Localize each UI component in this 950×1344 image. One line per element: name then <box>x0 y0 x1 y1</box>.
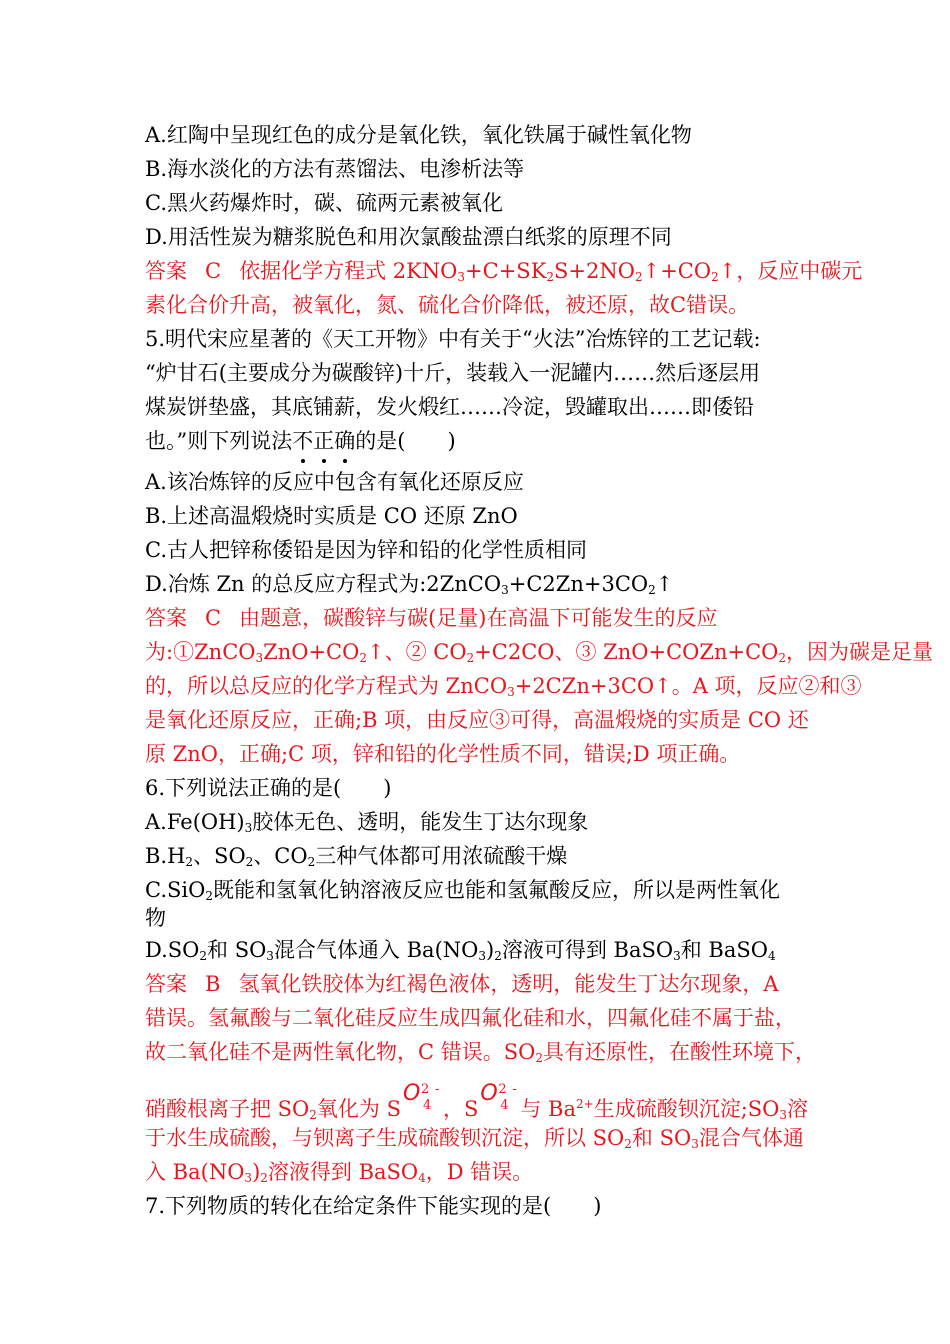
subscript: 3 <box>266 949 274 963</box>
subscript: 3 <box>478 949 486 963</box>
emphasis-char: 确 <box>334 429 356 453</box>
option-text: 既能和氢氧化钠溶液反应也能和氢氟酸反应，所以是两性氧化 <box>212 878 780 902</box>
answer-label: 答案 <box>145 606 187 630</box>
answer-letter: C <box>205 606 222 630</box>
subscript: 2 <box>205 889 213 903</box>
ion-sign: - <box>434 1082 440 1097</box>
subscript: 3 <box>255 651 264 665</box>
q5-answer-line-3 <box>145 672 862 700</box>
subscript: 2 <box>648 583 656 597</box>
answer-text: ，S <box>442 1097 479 1121</box>
subscript: 2 <box>309 1108 317 1122</box>
option-text: ↑ <box>655 572 674 596</box>
answer-text: 于水生成硫酸，与钡离子生成硫酸钡沉淀，所以 SO <box>145 1126 625 1150</box>
option-text: C.SiO <box>145 878 206 902</box>
subscript: 4 <box>418 1171 426 1185</box>
answer-text: 氧化为 S <box>316 1097 401 1121</box>
ion-letter: O <box>480 1081 498 1106</box>
q6-option-b <box>145 842 815 870</box>
subscript: 2 <box>307 855 316 869</box>
answer-text: 氢氧化铁胶体为红褐色液体，透明，能发生丁达尔现象，A <box>238 972 779 996</box>
answer-text: 入 Ba(NO <box>145 1160 245 1184</box>
q4-option-a: A.红陶中呈现红色的成分是氧化铁，氧化铁属于碱性氧化物 <box>145 123 692 147</box>
q4-answer-line-1 <box>145 257 863 285</box>
subscript: 3 <box>673 949 681 963</box>
q5-answer-line-4: 是氧化还原反应，正确;B 项，由反应③可得，高温煅烧的实质是 CO 还 <box>145 708 809 732</box>
answer-text: 的，所以总反应的化学方程式为 ZnCO <box>145 674 508 698</box>
emphasis-char: 正 <box>313 429 335 453</box>
subscript: 3 <box>457 270 466 284</box>
answer-text: +2CZn+3CO↑。A 项，反应②和③ <box>514 674 862 698</box>
subscript: 2 <box>535 1051 543 1065</box>
q5-stem-line-2: “炉甘石(主要成分为碳酸锌)十斤，装载入一泥罐内……然后逐层用 <box>145 361 761 385</box>
sulfate-ion-formula <box>401 1081 443 1118</box>
answer-text: ) <box>252 1160 261 1184</box>
answer-text: ↑+CO <box>642 259 712 283</box>
q4-answer-line-2: 素化合价升高，被氧化，氮、硫化合价降低，被还原，故C错误。 <box>145 293 750 317</box>
answer-text: 和 SO <box>631 1126 692 1150</box>
answer-text: 由题意，碳酸锌与碳(足量)在高温下可能发生的反应 <box>239 606 718 630</box>
q6-answer-line-4 <box>145 1081 815 1126</box>
subscript: 2 <box>546 270 555 284</box>
q6-answer-line-1 <box>145 970 815 998</box>
q6-option-d <box>145 936 815 964</box>
answer-text: 具有还原性，在酸性环境下， <box>543 1040 816 1064</box>
option-text: B.H <box>145 844 186 868</box>
q5-option-a: A.该冶炼锌的反应中包含有氧化还原反应 <box>145 470 524 494</box>
ion-letter: O <box>402 1081 421 1106</box>
subscript: 3 <box>244 1171 253 1185</box>
stem-text: 的是( ) <box>355 429 456 453</box>
q6-option-c-line-1 <box>145 876 815 904</box>
subscript: 2 <box>624 1137 632 1151</box>
q5-option-b: B.上述高温煅烧时实质是 CO 还原 ZnO <box>145 504 518 528</box>
ion-count: 4 <box>500 1098 509 1113</box>
q5-option-d <box>145 570 815 598</box>
q5-answer-line-1 <box>145 604 815 632</box>
option-text: D.冶炼 Zn 的总反应方程式为:2ZnCO <box>145 572 502 596</box>
option-text: 胶体无色、透明，能发生丁达尔现象 <box>252 810 589 834</box>
answer-label: 答案 <box>145 259 187 283</box>
option-text: 混合气体通入 Ba(NO <box>273 938 479 962</box>
subscript: 3 <box>501 583 509 597</box>
answer-text: 与 Ba <box>520 1097 577 1121</box>
q4-option-d: D.用活性炭为糖浆脱色和用次氯酸盐漂白纸浆的原理不同 <box>145 225 672 249</box>
subscript: 3 <box>507 685 515 699</box>
answer-text: 故二氧化硅不是两性氧化物，C 错误。SO <box>145 1040 536 1064</box>
q6-answer-line-5 <box>145 1124 815 1152</box>
answer-text: 生成硫酸钡沉淀;SO <box>593 1097 780 1121</box>
answer-text: 溶液得到 BaSO <box>267 1160 419 1184</box>
q6-option-a <box>145 808 815 836</box>
q6-stem: 6.下列说法正确的是( ) <box>145 776 392 800</box>
subscript: 3 <box>691 1137 699 1151</box>
answer-letter: B <box>205 972 221 996</box>
answer-letter: C <box>205 259 222 283</box>
option-text: 、CO <box>253 844 308 868</box>
subscript: 2 <box>634 270 643 284</box>
q7-stem: 7.下列物质的转化在给定条件下能实现的是( ) <box>145 1194 602 1218</box>
ion-sign: - <box>512 1082 517 1097</box>
option-text: 溶液可得到 BaSO <box>501 938 674 962</box>
subscript: 3 <box>244 821 253 835</box>
superscript: 2+ <box>576 1097 594 1111</box>
subscript: 2 <box>199 949 208 963</box>
answer-text: ↑、② CO <box>366 640 467 664</box>
answer-text: ZnO+CO <box>263 640 360 664</box>
answer-text: ，因为碳是足量 <box>786 640 934 664</box>
subscript: 2 <box>711 270 719 284</box>
subscript: 2 <box>245 855 254 869</box>
answer-text: 为:①ZnCO <box>145 640 256 664</box>
q5-answer-line-5: 原 ZnO，正确;C 项，锌和铅的化学性质不同，错误;D 项正确。 <box>145 742 741 766</box>
answer-text: +C2CO、③ ZnO+COZn+CO <box>474 640 779 664</box>
ion-charge: 2 <box>420 1082 430 1097</box>
subscript: 3 <box>779 1108 788 1122</box>
subscript: 2 <box>778 651 787 665</box>
q5-stem-line-1: 5.明代宋应星著的《天工开物》中有关于“火法”冶炼锌的工艺记载: <box>145 327 761 351</box>
answer-text: 依据化学方程式 2KNO <box>239 259 458 283</box>
q4-option-b: B.海水淡化的方法有蒸馏法、电渗析法等 <box>145 157 525 181</box>
answer-text: 硝酸根离子把 SO <box>145 1097 310 1121</box>
q6-answer-line-3 <box>145 1038 815 1066</box>
q4-option-c: C.黑火药爆炸时，碳、硫两元素被氧化 <box>145 191 503 215</box>
answer-text: 溶 <box>787 1097 809 1121</box>
option-text: 、SO <box>193 844 246 868</box>
ion-charge: 2 <box>498 1082 507 1097</box>
stem-text: 也。”则下列说法 <box>145 429 293 453</box>
answer-text: S+2NO <box>554 259 635 283</box>
q5-option-c: C.古人把锌称倭铅是因为锌和铅的化学性质相同 <box>145 538 587 562</box>
emphasis-char: 不 <box>292 429 314 453</box>
option-text: A.Fe(OH) <box>145 810 245 834</box>
subscript: 2 <box>466 651 475 665</box>
option-text: 和 BaSO <box>680 938 768 962</box>
subscript: 4 <box>767 949 776 963</box>
subscript: 2 <box>359 651 367 665</box>
answer-text: +C+SK <box>465 259 547 283</box>
option-text: 和 SO <box>207 938 267 962</box>
subscript: 2 <box>494 949 502 963</box>
option-text: +C2Zn+3CO <box>508 572 649 596</box>
option-text: D.SO <box>145 938 200 962</box>
subscript: 2 <box>185 855 194 869</box>
answer-label: 答案 <box>145 972 187 996</box>
answer-text: 混合气体通 <box>698 1126 804 1150</box>
q5-stem-line-4 <box>145 427 815 463</box>
answer-text: ，D 错误。 <box>425 1160 534 1184</box>
q5-answer-line-2 <box>145 638 934 666</box>
option-text: 三种气体都可用浓硫酸干燥 <box>315 844 568 868</box>
subscript: 2 <box>260 1171 268 1185</box>
sulfate-ion-formula <box>478 1081 520 1118</box>
ion-count: 4 <box>422 1098 432 1113</box>
option-text: ) <box>486 938 495 962</box>
q6-answer-line-6 <box>145 1158 815 1186</box>
q6-option-c-line-2: 物 <box>145 906 166 930</box>
q5-stem-line-3: 煤炭饼垫盛，其底铺薪，发火煅红……冷淀，毁罐取出……即倭铅 <box>145 395 754 419</box>
q6-answer-line-2: 错误。氢氟酸与二氧化硅反应生成四氟化硅和水，四氟化硅不属于盐， <box>145 1006 796 1030</box>
answer-text: ↑，反应中碳元 <box>718 259 863 283</box>
